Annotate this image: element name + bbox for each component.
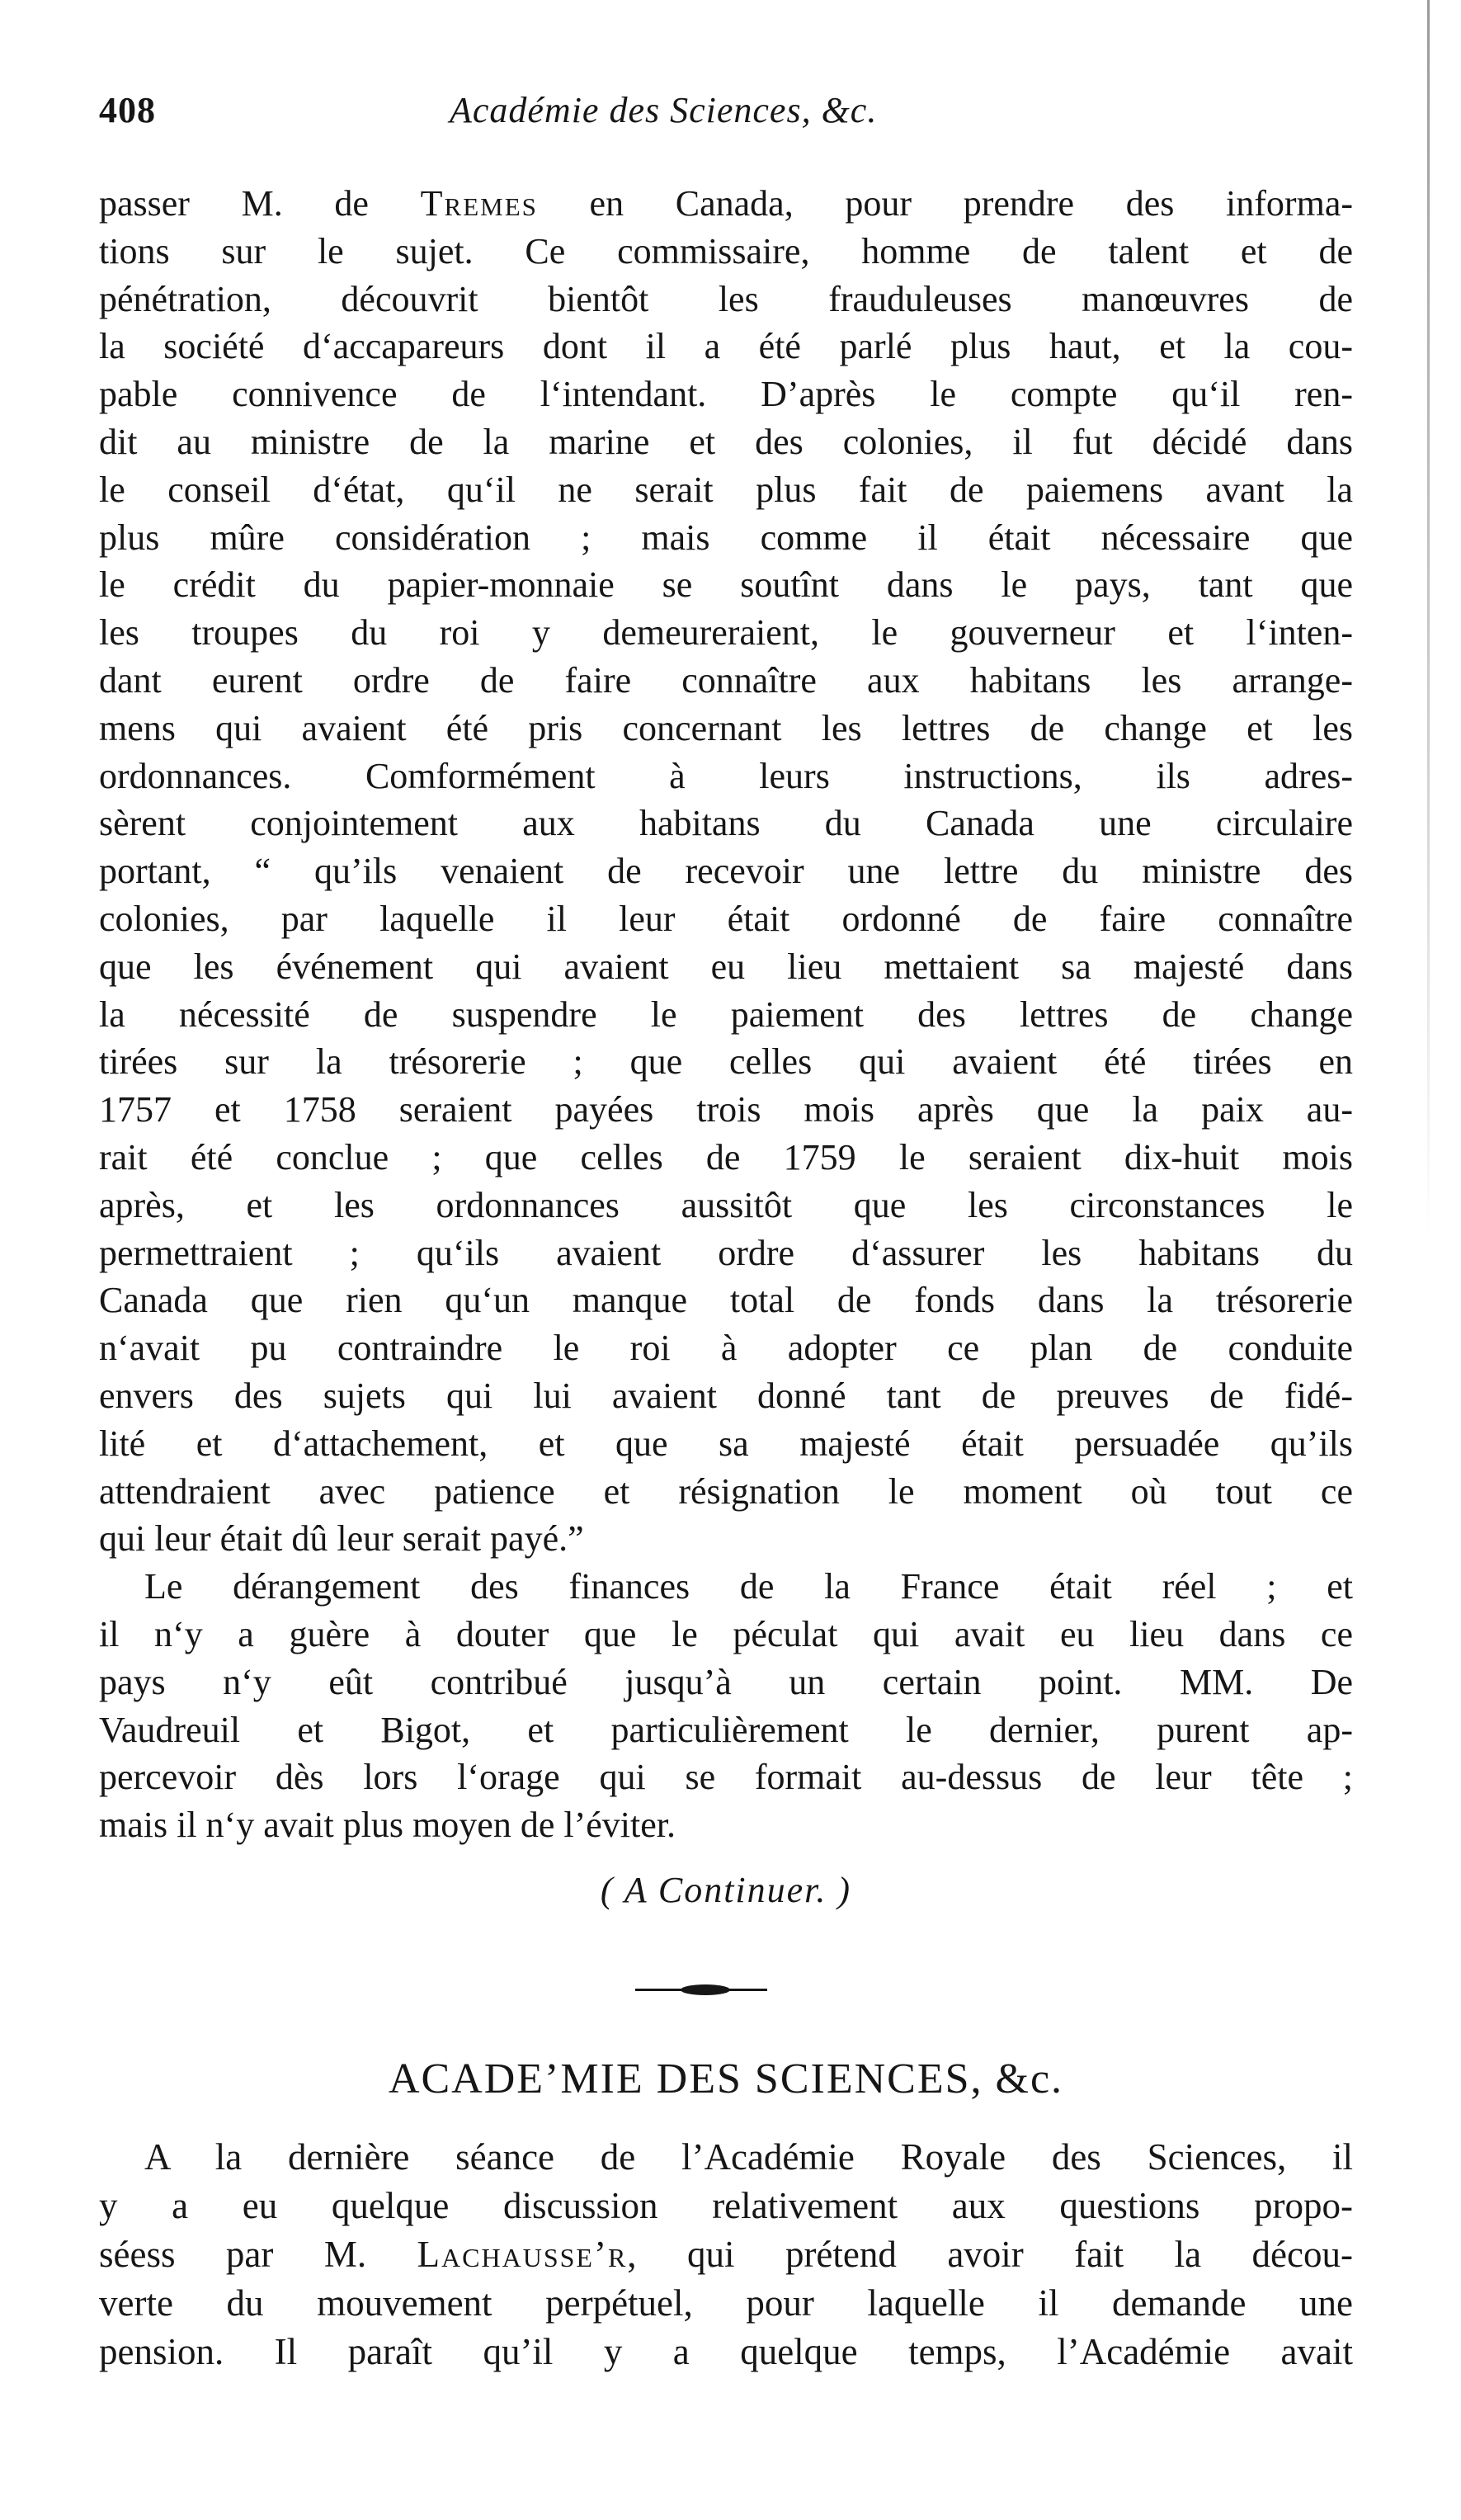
running-title: Académie des Sciences, &c. — [450, 90, 878, 130]
text-line — [99, 1468, 1353, 1516]
text-segment: Vaudreuil et Bigot, et particulièrement le dernier, purent ap- — [99, 1709, 1353, 1750]
text-segment: envers des sujets qui lui avaient donné tant de preuves de fidé- — [99, 1375, 1353, 1416]
text-line — [99, 180, 1353, 228]
text-segment: la nécessité de suspendre le paiement des lettres de change — [99, 993, 1353, 1035]
text-segment: le crédit du papier-monnaie se soutînt dans le pays, tant que — [99, 564, 1353, 606]
ornamental-rule — [635, 1984, 767, 1996]
text-line — [99, 2279, 1353, 2328]
text-line — [99, 466, 1353, 514]
text-segment: y a eu quelque discussion relativement aux questions propo- — [99, 2185, 1353, 2226]
text-segment: lité et d‘attachement, et que sa majesté était persuadée qu’ils — [99, 1423, 1353, 1464]
text-segment: le conseil d‘état, qu‘il ne serait plus fait de paiemens avant la — [99, 469, 1353, 510]
text-segment: verte du mouvement perpétuel, pour laquelle il demande une — [99, 2282, 1353, 2324]
text-line — [99, 1753, 1353, 1801]
text-line — [99, 1801, 1353, 1849]
text-segment: Canada que rien qu‘un manque total de fonds dans la trésorerie — [99, 1280, 1353, 1321]
text-segment: dit au ministre de la marine et des colonies, il fut décidé dans — [99, 421, 1353, 462]
text-segment: que les événement qui avaient eu lieu mettaient sa majesté dans — [99, 946, 1353, 987]
text-segment: pension. Il paraît qu’il y a quelque temps, l’Académie avait — [99, 2331, 1353, 2372]
text-segment: tions sur le sujet. Ce commissaire, homme de talent et de — [99, 230, 1353, 271]
text-line — [99, 1134, 1353, 1182]
text-line — [99, 323, 1353, 370]
text-segment: tirées sur la trésorerie ; que celles qui avaient été tirées en — [99, 1041, 1353, 1083]
text-line — [99, 228, 1353, 276]
text-line — [99, 1086, 1353, 1134]
text-line — [99, 1420, 1353, 1468]
text-line — [99, 276, 1353, 323]
text-segment: sèrent conjointement aux habitans du Canada une circulaire — [99, 803, 1353, 844]
text-line — [99, 514, 1353, 562]
text-line — [99, 1515, 1353, 1563]
text-segment: mais il n‘y avait plus moyen de l’éviter. — [99, 1805, 676, 1846]
text-segment: pable connivence de l‘intendant. D’après le compte qu‘il ren- — [99, 374, 1353, 415]
text-segment: 1757 et 1758 seraient payées trois mois après que la paix au- — [99, 1089, 1353, 1130]
text-segment: attendraient avec patience et résignation le moment où tout ce — [99, 1470, 1353, 1512]
text-line — [99, 370, 1353, 418]
text-line — [99, 2230, 1353, 2279]
text-segment: rait été conclue ; que celles de 1759 le seraient dix-huit mois — [99, 1136, 1353, 1177]
text-line — [99, 1563, 1353, 1611]
text-segment: pénétration, découvrit bientôt les frauduleuses manœuvres de — [99, 278, 1353, 319]
proper-name: Lachausse’r — [417, 2234, 628, 2275]
text-line — [99, 2182, 1353, 2230]
text-line — [99, 705, 1353, 753]
text-segment: passer M. de — [99, 183, 421, 224]
text-line — [99, 943, 1353, 991]
text-segment: plus mûre considération ; mais comme il était nécessaire que — [99, 517, 1353, 558]
text-segment: n‘avait pu contraindre le roi à adopter ce plan de conduite — [99, 1328, 1353, 1369]
text-segment: ordonnances. Comformément à leurs instructions, ils adres- — [99, 755, 1353, 796]
text-segment: il n‘y a guère à douter que le péculat qui avait eu lieu dans ce — [99, 1613, 1353, 1654]
text-segment: séess par M. — [99, 2234, 417, 2275]
text-line — [99, 1372, 1353, 1420]
text-line — [99, 1611, 1353, 1659]
text-segment: portant, “ qu’ils venaient de recevoir une lettre du ministre des — [99, 851, 1353, 892]
text-segment: , qui prétend avoir fait la décou- — [627, 2234, 1353, 2275]
text-line — [99, 418, 1353, 466]
text-line — [99, 753, 1353, 800]
text-line — [99, 1229, 1353, 1277]
continuation-note: ( A Continuer. ) — [600, 1870, 852, 1910]
text-segment: après, et les ordonnances aussitôt que les circonstances le — [99, 1184, 1353, 1225]
text-line — [99, 1659, 1353, 1706]
body-text — [99, 180, 1353, 1849]
page-edge-shadow — [1427, 0, 1430, 1238]
text-line — [99, 561, 1353, 609]
text-segment: en Canada, pour prendre des informa- — [537, 183, 1353, 224]
rule-swell — [681, 1984, 730, 1995]
text-line — [99, 609, 1353, 657]
text-line — [99, 1182, 1353, 1229]
text-segment: les troupes du roi y demeureraient, le gouverneur et l‘inten- — [99, 612, 1353, 654]
text-segment: dant eurent ordre de faire connaître aux habitans les arrange- — [99, 659, 1353, 701]
text-line — [99, 991, 1353, 1039]
text-line — [99, 1706, 1353, 1754]
text-segment: percevoir dès lors l‘orage qui se formait au-dessus de leur tête ; — [99, 1757, 1353, 1798]
text-segment: la société d‘accapareurs dont il a été parlé plus haut, et la cou- — [99, 326, 1353, 367]
text-line — [99, 2133, 1353, 2182]
text-line — [99, 1324, 1353, 1372]
text-line — [99, 847, 1353, 895]
text-segment: colonies, par laquelle il leur était ordonné de faire connaître — [99, 898, 1353, 939]
text-segment: permettraient ; qu‘ils avaient ordre d‘assurer les habitans du — [99, 1232, 1353, 1273]
text-line — [99, 895, 1353, 943]
text-segment: mens qui avaient été pris concernant les lettres de change et les — [99, 707, 1353, 748]
page-number: 408 — [99, 90, 156, 130]
section-body — [99, 2133, 1353, 2376]
text-line — [99, 2328, 1353, 2376]
proper-name: Tremes — [420, 183, 538, 224]
text-line — [99, 1038, 1353, 1086]
text-segment: pays n‘y eût contribué jusqu’à un certain point. MM. De — [99, 1661, 1353, 1702]
text-line — [99, 800, 1353, 847]
text-segment: A la dernière séance de l’Académie Royale des Sciences, il — [144, 2136, 1353, 2178]
section-title: ACADE’MIE DES SCIENCES, &c. — [388, 2055, 1064, 2102]
text-segment: Le dérangement des finances de la France était réel ; et — [144, 1566, 1353, 1607]
text-line — [99, 657, 1353, 705]
text-line — [99, 1277, 1353, 1324]
text-segment: qui leur était dû leur serait payé.” — [99, 1518, 584, 1560]
page-header — [99, 89, 1353, 147]
